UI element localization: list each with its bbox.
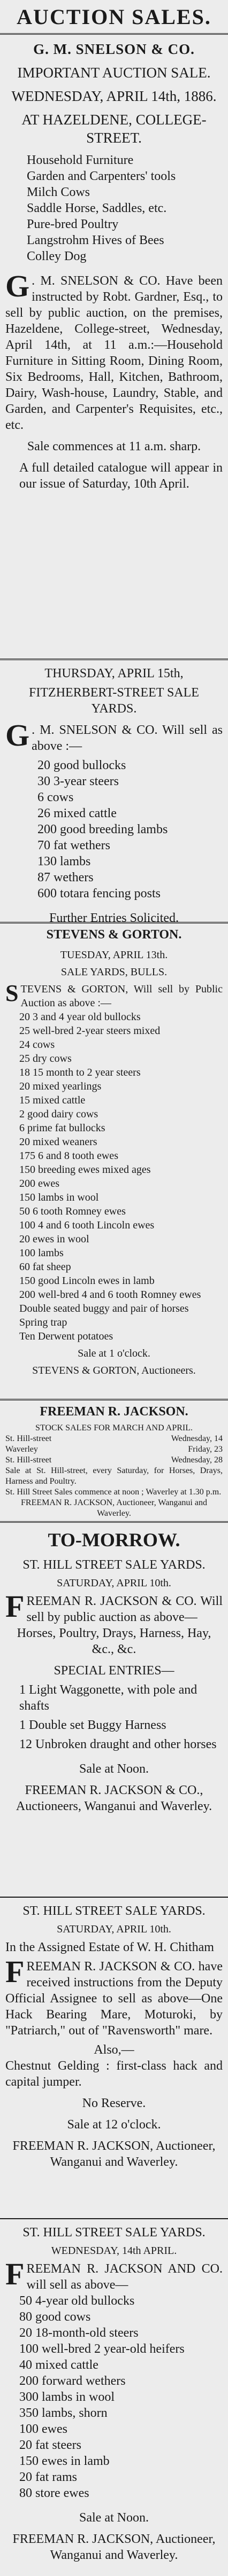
masthead bbox=[0, 0, 228, 35]
list-item: 12 Unbroken draught and other horses bbox=[19, 1737, 217, 1751]
ad-jackson-wednesday bbox=[0, 2219, 228, 2576]
estate-line: In the Assigned Estate of W. H. Chitham bbox=[5, 1940, 214, 1954]
list-item: 87 wethers bbox=[37, 871, 94, 884]
ad-body-text: REEMAN R. JACKSON & CO. have received instructions from the Deputy Official Assignee to sell as above—One Hack Bearing Mare, Moturoki, by "Patriarch," out of "Ravensworth" mare. bbox=[5, 1960, 223, 2038]
list-item: 70 fat wethers bbox=[37, 839, 110, 852]
ad-intro-text: TEVENS & GORTON, Will sell by Public Auction as above :— bbox=[20, 983, 223, 1009]
list-item: 25 well-bred 2-year steers mixed bbox=[19, 1025, 161, 1037]
ad-firm-heading: STEVENS & GORTON. bbox=[46, 928, 182, 942]
ad-firm-heading: G. M. SNELSON & CO. bbox=[33, 41, 195, 57]
list-item: 20 mixed yearlings bbox=[19, 1080, 102, 1092]
list-item: 350 lambs, shorn bbox=[19, 2406, 108, 2420]
table-cell: Friday, 23 bbox=[188, 1445, 223, 1454]
ad-place: AT HAZELDENE, COLLEGE-STREET. bbox=[21, 112, 207, 146]
auctioneer-signature: FREEMAN R. JACKSON, Auctioneer, Wanganui and Waverley. bbox=[12, 2532, 216, 2562]
also-body: Chestnut Gelding : first-class hack and capital jumper. bbox=[5, 2059, 223, 2089]
list-item: 20 3 and 4 year old bullocks bbox=[19, 1011, 141, 1023]
list-item: 100 4 and 6 tooth Lincoln ewes bbox=[19, 1219, 155, 1231]
sale-commence: Sale at Noon. bbox=[79, 1762, 149, 1776]
list-item: 600 totara fencing posts bbox=[37, 887, 161, 901]
list-item: 30 3-year steers bbox=[37, 774, 119, 788]
list-item: 1 Double set Buggy Harness bbox=[19, 1718, 166, 1732]
list-item: 40 mixed cattle bbox=[19, 2358, 98, 2372]
ad-date: WEDNESDAY, 14th APRIL. bbox=[51, 2245, 177, 2257]
item-list bbox=[5, 2293, 223, 2501]
list-item: 300 lambs in wool bbox=[19, 2390, 115, 2404]
also-label: Also,— bbox=[94, 2043, 134, 2057]
table-cell: St. Hill-street bbox=[5, 1434, 52, 1443]
list-item: 175 6 and 8 tooth ewes bbox=[19, 1150, 118, 1162]
dropcap: F bbox=[5, 1589, 25, 1624]
list-item: 6 cows bbox=[37, 790, 74, 804]
auctioneer-signature: FREEMAN R. JACKSON, Auctioneer, Wanganui and Waverley. bbox=[21, 1498, 207, 1518]
list-item: 80 store ewes bbox=[19, 2486, 89, 2500]
catalogue-note: A full detailed catalogue will appear in our issue of Saturday, 10th April. bbox=[19, 461, 223, 491]
list-item: Saddle Horse, Saddles, etc. bbox=[27, 201, 167, 215]
dropcap: G bbox=[5, 718, 30, 753]
list-item: 150 ewes in lamb bbox=[19, 2454, 110, 2468]
list-item: 24 cows bbox=[19, 1039, 55, 1051]
ad-firm-heading: FREEMAN R. JACKSON. bbox=[40, 1405, 188, 1419]
table-cell: Wednesday, 28 bbox=[171, 1455, 223, 1465]
table-cell: Waverley bbox=[5, 1445, 38, 1454]
auctioneer-signature: FREEMAN R. JACKSON, Auctioneer, Wanganui and Waverley. bbox=[12, 2139, 216, 2169]
auctioneer-signature: STEVENS & GORTON, Auctioneers. bbox=[32, 1365, 196, 1376]
ad-intro-text: REEMAN R. JACKSON AND CO. will sell as above— bbox=[26, 2262, 223, 2292]
sale-commence: Sale at 1 o'clock. bbox=[78, 1348, 150, 1359]
list-item: 20 ewes in wool bbox=[19, 1233, 89, 1245]
ad-subheading: STOCK SALES FOR MARCH AND APRIL. bbox=[35, 1423, 193, 1432]
list-item: 20 18-month-old steers bbox=[19, 2326, 139, 2340]
table-cell: Wednesday, 14 bbox=[171, 1434, 223, 1443]
list-item: 20 good bullocks bbox=[37, 758, 126, 772]
ad-body bbox=[5, 1954, 223, 2039]
list-item: 200 well-bred 4 and 6 tooth Romney ewes bbox=[19, 1289, 201, 1301]
ad-headline: IMPORTANT AUCTION SALE. bbox=[17, 65, 211, 81]
auctioneer-signature: FREEMAN R. JACKSON & CO., Auctioneers, Wanganui and Waverley. bbox=[16, 1783, 212, 1813]
sale-commence: Sale at 12 o'clock. bbox=[67, 2118, 161, 2132]
ad-stevens-gorton bbox=[0, 923, 228, 1399]
dropcap: F bbox=[5, 1954, 25, 1989]
reserve-note: No Reserve. bbox=[82, 2096, 146, 2110]
list-item: 6 prime fat bullocks bbox=[19, 1122, 105, 1134]
list-item: Double seated buggy and pair of horses bbox=[19, 1303, 189, 1314]
ad-place: ST. HILL STREET SALE YARDS. bbox=[22, 1558, 206, 1572]
ad-footer: Further Entries Solicited. bbox=[49, 911, 179, 922]
table-note: St. Hill Street Sales commence at noon ; Waverley at 1.30 p.m. bbox=[5, 1487, 222, 1497]
ad-banner: TO-MORROW. bbox=[48, 1529, 180, 1551]
special-list bbox=[5, 1682, 223, 1752]
list-item: 80 good cows bbox=[19, 2310, 91, 2324]
table-note: Sale at St. Hill-street, every Saturday, for Horses, Drays, Harness and Poultry. bbox=[5, 1466, 223, 1486]
list-item: 60 fat sheep bbox=[19, 1261, 71, 1273]
sale-commence: Sale at Noon. bbox=[79, 2511, 149, 2525]
list-item: 200 forward wethers bbox=[19, 2374, 126, 2388]
list-item: Pure-bred Poultry bbox=[27, 217, 119, 231]
list-item: 20 mixed weaners bbox=[19, 1136, 97, 1148]
ad-intro-text: . M. SNELSON & CO. Will sell as above :— bbox=[32, 723, 223, 753]
list-item: Spring trap bbox=[19, 1317, 67, 1328]
item-list bbox=[5, 757, 223, 902]
list-item: 26 mixed cattle bbox=[37, 807, 117, 820]
list-item: 50 6 tooth Romney ewes bbox=[19, 1205, 126, 1217]
table-row bbox=[5, 1455, 223, 1466]
ad-intro bbox=[5, 718, 223, 754]
special-heading: SPECIAL ENTRIES— bbox=[54, 1664, 174, 1678]
dropcap: G bbox=[5, 269, 30, 303]
ad-body-text: . M. SNELSON & CO. Have been instructed by Robt. Gardner, Esq., to sell by public auction, on the premises, Hazeldene, College-street, Wednesday, April 14th, at 11 a.m.:—Household Furniture in Sitting Room, Dining Room, Six Bedrooms, Hall, Kitchen, Bathroom, Dairy, Wash-house, Laundry, Stable, and Garden, and Carpenter's Requisites, etc., etc. bbox=[5, 274, 223, 432]
list-item: 15 mixed cattle bbox=[19, 1094, 86, 1106]
list-item: Ten Derwent potatoes bbox=[19, 1330, 113, 1342]
item-list bbox=[5, 1010, 223, 1343]
ad-snelson-fitzherbert bbox=[0, 660, 228, 922]
dropcap: F bbox=[5, 2257, 25, 2291]
list-item: Garden and Carpenters' tools bbox=[27, 169, 176, 183]
list-item: 100 ewes bbox=[19, 2422, 67, 2436]
ad-place: FITZHERBERT-STREET SALE YARDS. bbox=[29, 686, 199, 716]
ad-place: ST. HILL STREET SALE YARDS. bbox=[22, 2226, 206, 2240]
table-cell: St. Hill-street bbox=[5, 1455, 52, 1465]
ad-place: SALE YARDS, BULLS. bbox=[60, 966, 168, 978]
ad-jackson-stock-sales bbox=[0, 1400, 228, 1521]
ad-date: TUESDAY, APRIL 13th. bbox=[60, 949, 168, 961]
list-item: Colley Dog bbox=[27, 249, 87, 263]
ad-intro bbox=[5, 982, 223, 1010]
list-item: 20 fat steers bbox=[19, 2438, 81, 2452]
sales-table bbox=[5, 1434, 223, 1498]
list-item: 50 4-year old bullocks bbox=[19, 2294, 135, 2308]
ad-goods: Horses, Poultry, Drays, Harness, Hay, &c., &c. bbox=[17, 1626, 211, 1656]
ad-date: WEDNESDAY, APRIL 14th, 1886. bbox=[11, 88, 217, 104]
list-item: 25 dry cows bbox=[19, 1053, 72, 1064]
list-item: 200 good breeding lambs bbox=[37, 823, 168, 836]
list-item: 20 fat rams bbox=[19, 2470, 77, 2484]
ad-date: SATURDAY, APRIL 10th. bbox=[57, 1923, 171, 1935]
list-item: 200 ewes bbox=[19, 1178, 59, 1189]
sale-commence: Sale commences at 11 a.m. sharp. bbox=[27, 440, 201, 453]
list-item: 150 good Lincoln ewes in lamb bbox=[19, 1275, 155, 1287]
list-item: Langstrohm Hives of Bees bbox=[27, 233, 164, 247]
ad-place: ST. HILL STREET SALE YARDS. bbox=[22, 1904, 206, 1918]
list-item: 2 good dairy cows bbox=[19, 1108, 98, 1120]
ad-intro-text: REEMAN R. JACKSON & CO. Will sell by public auction as above— bbox=[26, 1594, 223, 1624]
ad-jackson-tomorrow bbox=[0, 1523, 228, 1897]
list-item: 150 lambs in wool bbox=[19, 1192, 99, 1203]
list-item: 1 Light Waggonette, with pole and shafts bbox=[19, 1683, 197, 1713]
list-item: 130 lambs bbox=[37, 855, 91, 868]
table-row bbox=[5, 1434, 223, 1444]
ad-snelson-hazeldene bbox=[0, 35, 228, 659]
list-item: 100 well-bred 2 year-old heifers bbox=[19, 2342, 185, 2356]
ad-body bbox=[5, 269, 223, 433]
ad-intro bbox=[5, 2257, 223, 2293]
list-item: 18 15 month to 2 year steers bbox=[19, 1067, 141, 1078]
ad-intro bbox=[5, 1589, 223, 1625]
ad-jackson-chitham-estate bbox=[0, 1898, 228, 2218]
ad-date: THURSDAY, APRIL 15th, bbox=[44, 667, 184, 680]
ad-date: SATURDAY, APRIL 10th. bbox=[57, 1577, 171, 1589]
item-list bbox=[5, 152, 223, 264]
dropcap: S bbox=[5, 980, 19, 1006]
table-row bbox=[5, 1444, 223, 1455]
list-item: 100 lambs bbox=[19, 1247, 64, 1259]
list-item: 150 breeding ewes mixed ages bbox=[19, 1164, 151, 1176]
list-item: Milch Cows bbox=[27, 185, 90, 199]
list-item: Household Furniture bbox=[27, 153, 134, 167]
masthead-title: AUCTION SALES. bbox=[17, 4, 211, 29]
